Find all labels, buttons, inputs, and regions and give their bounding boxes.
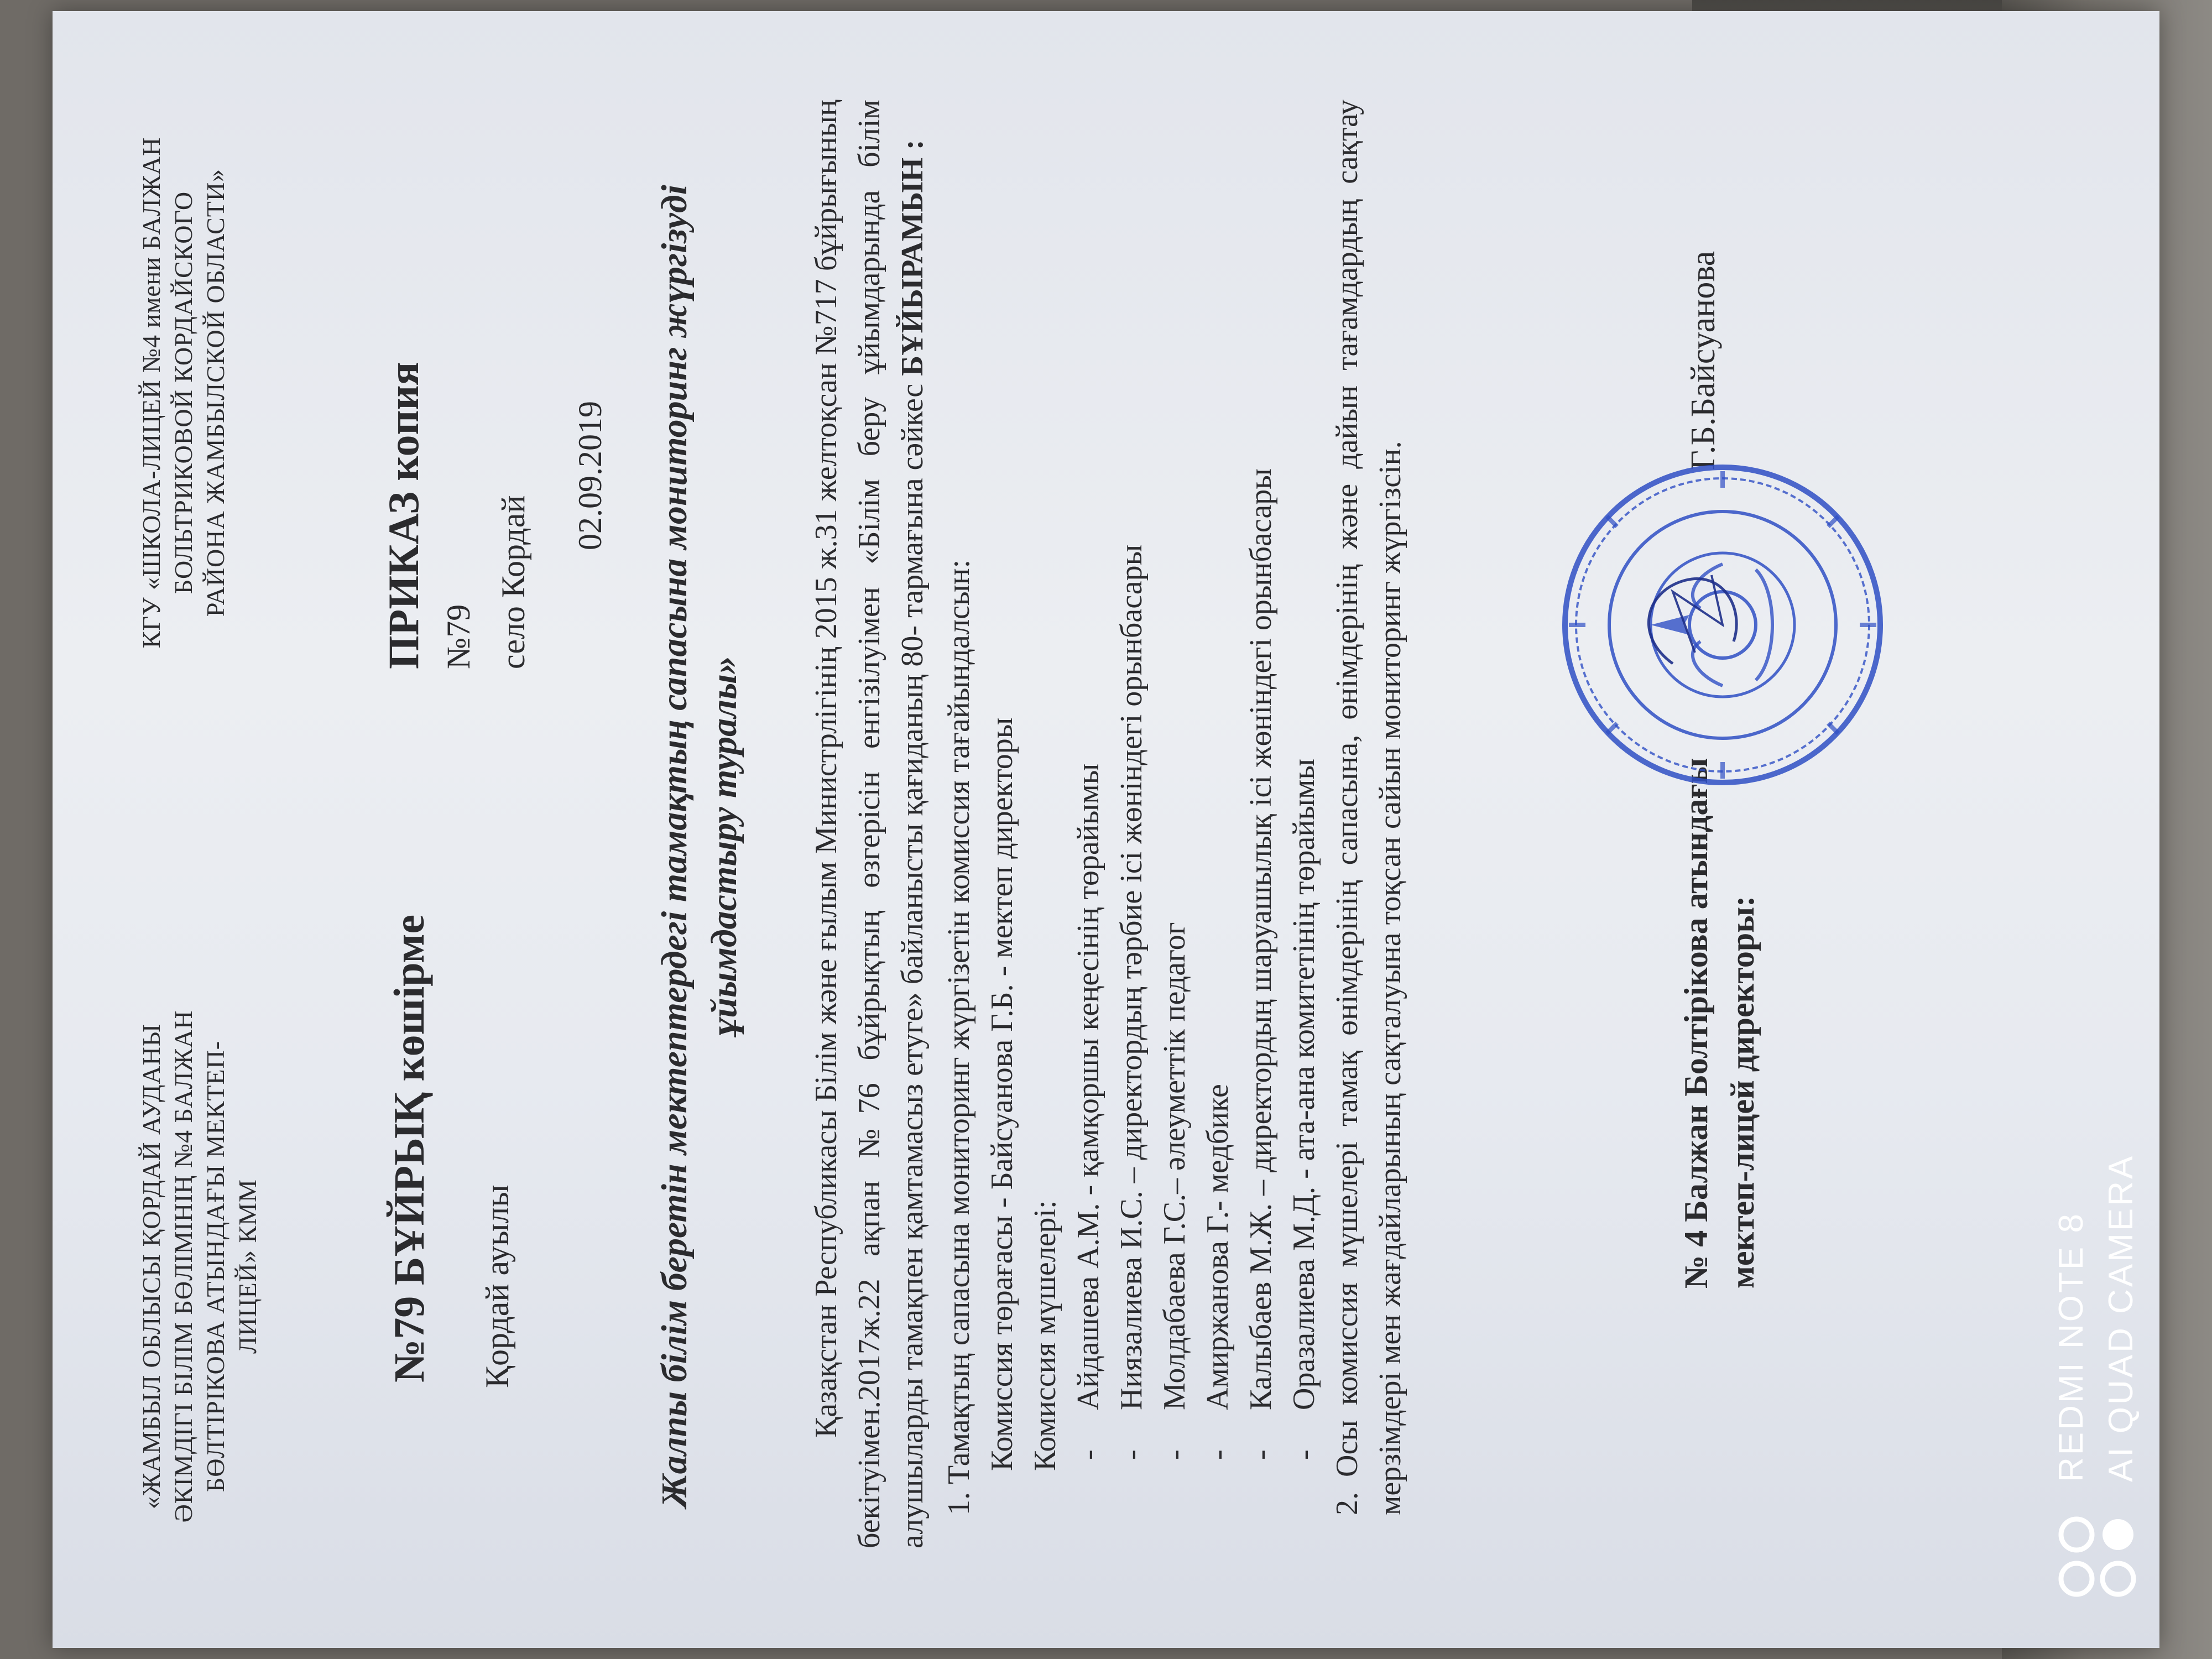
commission-chair: Комиссия төрағасы - Байсуанова Г.Б. - мектеп директоры (985, 717, 1019, 1471)
village-kazakh: Қордай ауылы (479, 1185, 515, 1388)
document-body (805, 100, 1412, 1548)
header-russian-line: БОЛЬТРИКОВОЙ КОРДАЙСКОГО (169, 191, 197, 594)
village-russian: село Кордай (495, 495, 531, 669)
members-label: Комиссия мүшелері: (1028, 1200, 1062, 1471)
member-item: -Амиржанова Г.- медбике (1201, 1084, 1235, 1460)
signature-block (1673, 735, 1766, 1288)
camera-label: AI QUAD CAMERA (2102, 1154, 2140, 1482)
order-title-kazakh: №79 БҰЙРЫҚ көшірме (385, 914, 433, 1383)
list-item-1: 1. Тамақтың сапасына мониторинг жүргізетін комиссия тағайындалсын: (942, 559, 976, 1515)
camera-brand-logo-icon (2052, 1510, 2146, 1609)
order-block-russian (379, 282, 609, 669)
intro-text: Қазақстан Республикасы Білім және ғылым Министрлігінің 2015 ж.31 желтоқсан №717 бұйрығының бекітуімен.2017ж.22 ақпан №76 бұйрықтың өзгерісін енгізілуімен «Білім беру ұйымдарында білім алушыларды тамақпен қамтамасыз етуге» байланысты қағиданың 80- тармағына сәйкес (809, 100, 930, 1548)
camera-model: REDMI NOTE 8 (2052, 1212, 2090, 1482)
order-number: №79 (440, 604, 477, 669)
header-kazakh-line: БӨЛТІРІКОВА АТЫНДАҒЫ МЕКТЕП- (201, 1040, 229, 1493)
member-item: -Айдашева А.М. - қамқоршы кеңесінің төрайымы (1071, 763, 1105, 1460)
member-text: Амиржанова Г.- медбике (1201, 1084, 1235, 1410)
intro-paragraph (805, 100, 934, 1548)
header-russian-line: КГУ «ШКОЛА-ЛИЦЕЙ №4 имени БАЛЖАН (137, 137, 165, 649)
header-kazakh (135, 962, 264, 1571)
order-date: 02.09.2019 (572, 401, 608, 550)
official-stamp-icon (1557, 459, 1888, 791)
member-item: -Калыбаев М.Ж. – директордың шаруашылық ісі жөніндегі орынбасары (1244, 468, 1278, 1460)
order-title-russian: ПРИКАЗ копия (379, 362, 427, 669)
document-title: Жалпы білім беретін мектептердегі тамақтың сапасына мониторинг жүргізуді ұйымдастыру туралы» (654, 185, 744, 1507)
member-text: Молдабаева Г.С.– әлеуметтік педагог (1157, 922, 1192, 1410)
member-text: Оразалиева М.Д. - ата-ана комитетінің төрайымы (1287, 758, 1321, 1410)
signature-line-1: № 4 Балжан Болтірікова атындағы (1678, 758, 1714, 1288)
list-item-2: 2. Осы комиссия мүшелері тамақ өнімдерінің сапасына, өнімдерінің және дайын тағамдардың сақтау мерзімдері мен жағдайларының сақталуына тоқсан сайын мониторинг жүргізсін. (1330, 100, 1407, 1515)
header-kazakh-line: «ЖАМБЫЛ ОБЛЫСЫ ҚОРДАЙ АУДАНЫ (137, 1023, 165, 1510)
header-russian (135, 88, 232, 697)
header-kazakh-line: ӘКІМДІГІ БІЛІМ БӨЛІМІНІҢ №4 БАЛЖАН (169, 1010, 197, 1523)
member-text: Ниязалиева И.С. – директордың тәрбие ісі жөніндегі орынбасары (1114, 544, 1149, 1410)
signature-line-2: мектеп-лицей директоры: (1724, 895, 1761, 1288)
signer-name: Г.Б.Байсуанова (1684, 251, 1722, 470)
member-item: -Ниязалиева И.С. – директордың тәрбие ісі жөніндегі орынбасары (1114, 544, 1149, 1460)
member-item: -Оразалиева М.Д. - ата-ана комитетінің төрайымы (1287, 758, 1321, 1460)
header-russian-line: РАЙОНА ЖАМБЫЛСКОЙ ОБЛАСТИ» (201, 168, 229, 617)
member-item: -Молдабаева Г.С.– әлеуметтік педагог (1157, 922, 1192, 1460)
document-page (53, 11, 2159, 1648)
member-text: Айдашева А.М. - қамқоршы кеңесінің төрайымы (1071, 763, 1105, 1410)
intro-command: БҰЙЫРАМЫН : (895, 139, 930, 376)
member-text: Калыбаев М.Ж. – директордың шаруашылық ісі жөніндегі орынбасары (1244, 468, 1278, 1410)
camera-watermark (2041, 962, 2162, 1615)
header-kazakh-line: ЛИЦЕЙ» КММ (233, 1179, 262, 1354)
